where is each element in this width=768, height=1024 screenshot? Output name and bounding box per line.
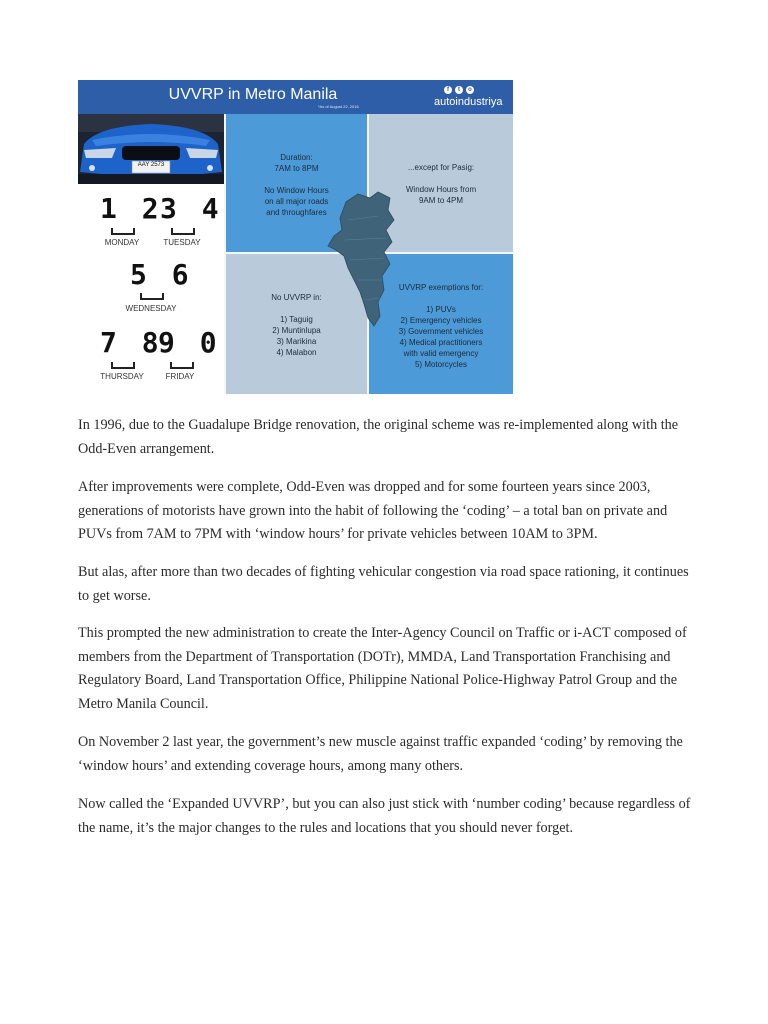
no-uvvrp-text: No UVVRP in: 1) Taguig 2) Muntinlupa 3) Marikina 4) Malabon bbox=[271, 293, 322, 357]
article-paragraph-6: Now called the ‘Expanded UVVRP’, but you can also just stick with ‘number coding’ because regardless of the name, it’s the major changes to the rules and locations that you should never forget. bbox=[78, 796, 691, 836]
thursday-digits: 7 8 bbox=[100, 326, 163, 359]
license-plate: AAY 2573 bbox=[137, 162, 165, 168]
duration-text: Duration: 7AM to 8PM No Window Hours on all major roads and throughfares bbox=[264, 153, 329, 217]
thursday-label: THURSDAY bbox=[100, 372, 144, 381]
friday-label: FRIDAY bbox=[165, 372, 195, 381]
monday-label: MONDAY bbox=[104, 238, 140, 247]
wednesday-label: WEDNESDAY bbox=[125, 304, 177, 313]
instagram-icon: o bbox=[466, 86, 474, 94]
article-paragraph-4: This prompted the new administration to create the Inter-Agency Council on Traffic or i-ACT composed of members from the Department of Transportation (DOTr), MMDA, Land Transportation Franchising and Regulatory Board, Land Transportation Office, Philippine National Police-Highway Patrol Group and the Metro Manila Council. bbox=[78, 625, 687, 712]
facebook-icon: f bbox=[444, 86, 452, 94]
infographic-title: UVVRP in Metro Manila bbox=[168, 86, 338, 103]
tuesday-label: TUESDAY bbox=[163, 238, 201, 247]
article-paragraph-5: On November 2 last year, the government’s new muscle against traffic expanded ‘coding’ by removing the ‘window hours’ and extending coverage hours, among many others. bbox=[78, 734, 683, 774]
tuesday-digits: 3 4 bbox=[160, 192, 223, 225]
metro-manila-map bbox=[78, 80, 513, 394]
infographic-date-note: *As of August 22, 2016 bbox=[318, 104, 359, 109]
brand-logo: autoindustriya bbox=[434, 96, 503, 108]
wednesday-digits: 5 6 bbox=[130, 258, 193, 291]
twitter-icon: t bbox=[455, 86, 463, 94]
article-paragraph-1: In 1996, due to the Guadalupe Bridge renovation, the original scheme was re-implemented along with the Odd-Even arrangement. bbox=[78, 417, 679, 457]
pasig-text: ...except for Pasig: Window Hours from 9AM to 4PM bbox=[405, 163, 477, 205]
friday-digits: 9 0 bbox=[158, 326, 221, 359]
article-paragraph-3: But alas, after more than two decades of fighting vehicular congestion via road space rationing, it continues to get worse. bbox=[78, 564, 689, 604]
uvvrp-infographic bbox=[78, 80, 513, 394]
exemptions-text: UVVRP exemptions for: 1) PUVs 2) Emergency vehicles 3) Government vehicles 4) Medical practitioners with valid emergency 5) Motorcycles bbox=[398, 283, 484, 369]
article-paragraph-2: After improvements were complete, Odd-Even was dropped and for some fourteen years since 2003, generations of motorists have grown into the habit of following the ‘coding’ – a total ban on private and PUVs from 7AM to 7PM with ‘window hours’ for private vehicles between 10AM to 3PM. bbox=[78, 479, 668, 542]
monday-digits: 1 2 bbox=[100, 192, 163, 225]
